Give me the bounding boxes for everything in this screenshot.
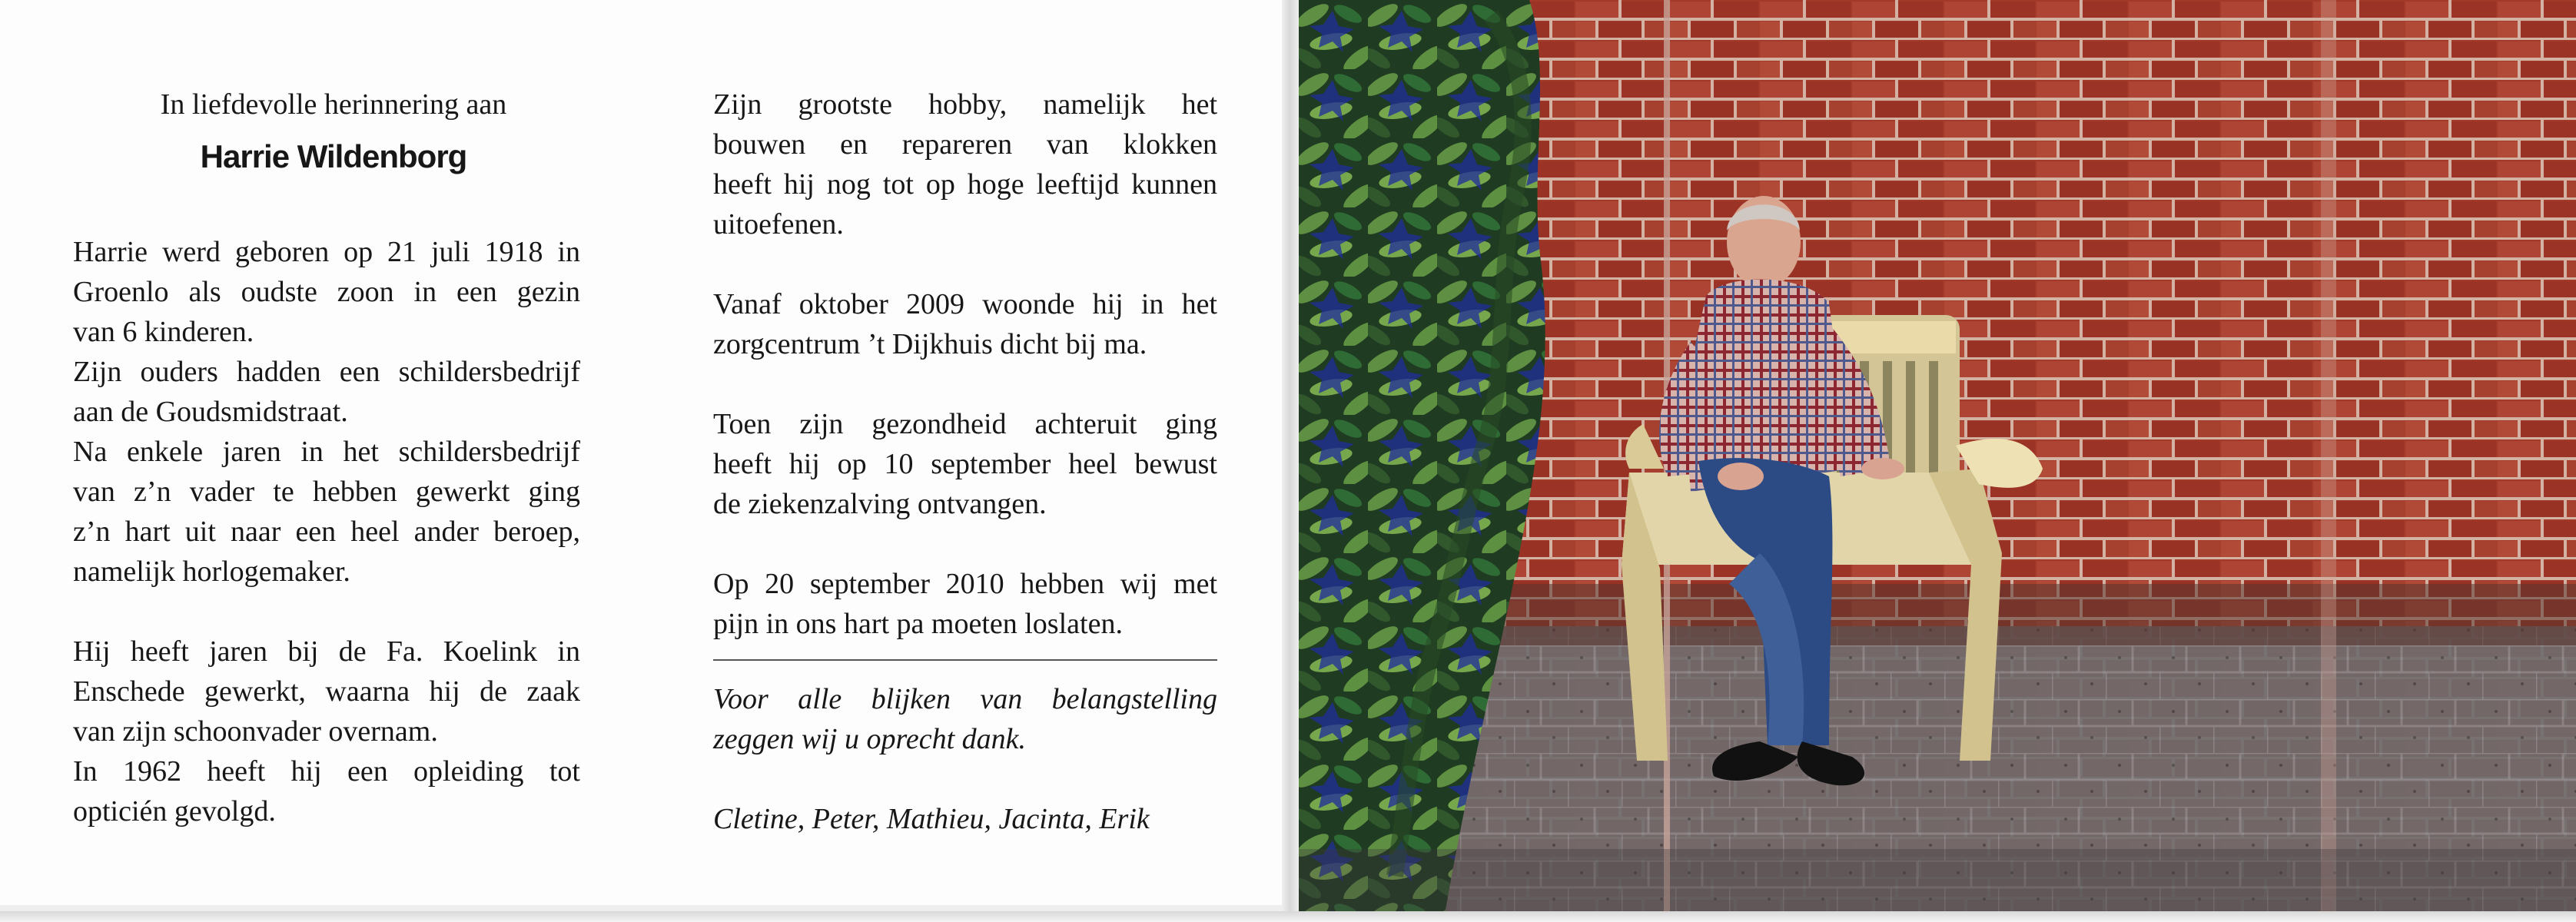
- biography-line: In 1962 heeft hij een opleiding tot: [73, 755, 580, 788]
- memorial-line: heeft hij op 10 september heel bewust: [713, 448, 1217, 480]
- elderly-man-on-bench-photo: [1299, 0, 2576, 914]
- biography-line: z’n hart uit naar een heel ander beroep,: [73, 516, 580, 548]
- biography-line: namelijk horlogemaker.: [73, 556, 350, 588]
- biography-line: Hij heeft jaren bij de Fa. Koelink in: [73, 635, 580, 668]
- thanks-line: Voor alle blijken van belangstelling: [713, 683, 1217, 715]
- scan-edge: [0, 911, 2576, 922]
- biography-line: van 6 kinderen.: [73, 316, 254, 348]
- memorial-line: Toen zijn gezondheid achteruit ging: [713, 408, 1217, 440]
- biography-line: Na enkele jaren in het schildersbedrijf: [73, 436, 580, 468]
- memorial-intro: In liefdevolle herinnering aan: [160, 88, 507, 121]
- memorial-line: zorgcentrum ’t Dijkhuis dicht bij ma.: [713, 328, 1147, 360]
- left-text-column: [73, 85, 580, 831]
- deceased-name: Harrie Wildenborg: [200, 138, 467, 174]
- biography-line: aan de Goudsmidstraat.: [73, 396, 348, 428]
- paragraph-spacer: [713, 759, 1217, 799]
- biography-line: Groenlo als oudste zoon in een gezin: [73, 276, 580, 308]
- thanks-line: zeggen wij u oprecht dank.: [713, 723, 1027, 755]
- paragraph-spacer: [713, 244, 1217, 284]
- memorial-line: pijn in ons hart pa moeten loslaten.: [713, 608, 1123, 640]
- paragraph-spacer: [73, 592, 580, 632]
- biography-line: van zijn schoonvader overnam.: [73, 715, 438, 748]
- memorial-line: bouwen en repareren van klokken: [713, 128, 1217, 161]
- memorial-line: uitoefenen.: [713, 208, 844, 240]
- biography-line: van z’n vader te hebben gewerkt ging: [73, 476, 580, 508]
- biography-line: Harrie werd geboren op 21 juli 1918 in: [73, 236, 580, 268]
- biography-line: opticién gevolgd.: [73, 795, 276, 827]
- memorial-line: Zijn grootste hobby, namelijk het: [713, 88, 1217, 121]
- card-fold: [1282, 0, 1300, 922]
- biography-line: Enschede gewerkt, waarna hij de zaak: [73, 675, 580, 708]
- thanks-divider: [713, 659, 1217, 661]
- memorial-line: Vanaf oktober 2009 woonde hij in het: [713, 288, 1217, 320]
- paragraph-spacer: [713, 524, 1217, 564]
- memorial-text-panel: [0, 0, 1285, 911]
- paragraph-spacer: [713, 364, 1217, 404]
- memorial-line: Op 20 september 2010 hebben wij met: [713, 568, 1217, 600]
- right-text-column: [713, 85, 1217, 839]
- memorial-line: de ziekenzalving ontvangen.: [713, 488, 1047, 520]
- biography-line: Zijn ouders hadden een schildersbedrijf: [73, 356, 580, 388]
- family-signatures: Cletine, Peter, Mathieu, Jacinta, Erik: [713, 803, 1150, 835]
- memorial-photo: [1299, 0, 2576, 914]
- memorial-line: heeft hij nog tot op hoge leeftijd kunnen: [713, 168, 1217, 201]
